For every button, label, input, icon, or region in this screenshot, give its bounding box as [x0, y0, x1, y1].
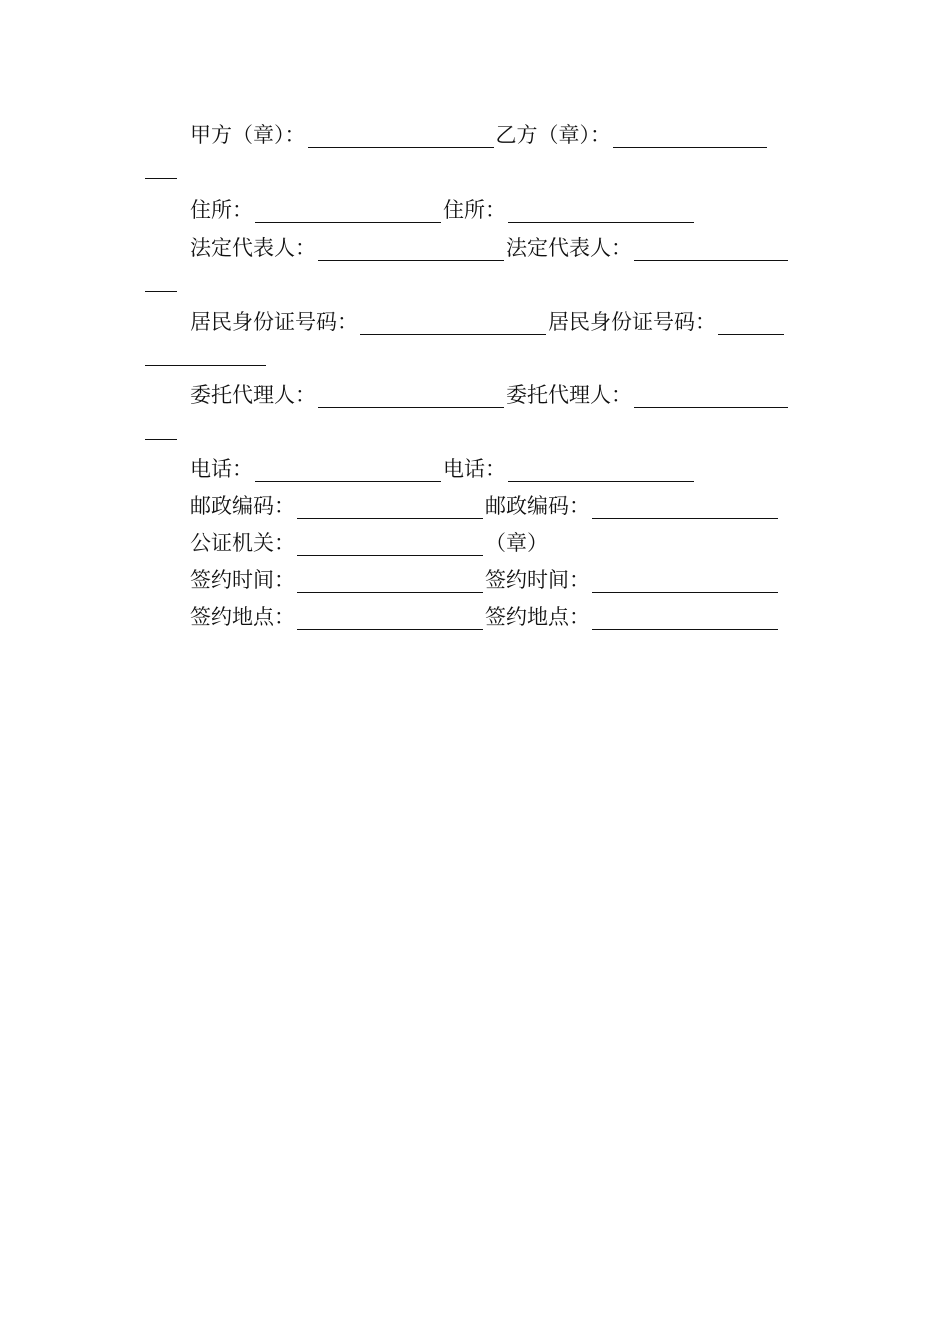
party-b-address-label: 住所： — [443, 198, 506, 222]
signature-row-agent — [190, 378, 790, 408]
party-b-phone-blank[interactable] — [508, 459, 694, 482]
party-b-legal-representative-label: 法定代表人： — [506, 236, 632, 260]
party-a-signing-place-blank[interactable] — [297, 607, 483, 630]
signature-row-phone — [190, 452, 696, 482]
party-b-id-number-blank-continuation[interactable] — [145, 364, 266, 366]
party-a-postal-code-label: 邮政编码： — [190, 494, 295, 518]
party-b-signing-place-blank[interactable] — [592, 607, 778, 630]
party-a-signing-time-label: 签约时间： — [190, 568, 295, 592]
party-b-agent-blank[interactable] — [634, 385, 788, 408]
notary-seal-label: （章） — [485, 531, 548, 555]
signature-row-id-number — [190, 305, 786, 335]
party-a-id-number-label: 居民身份证号码： — [190, 310, 358, 334]
signature-row-address — [190, 193, 696, 223]
notary-office-label: 公证机关： — [190, 531, 295, 555]
signature-row-signing-time — [190, 563, 780, 593]
signature-row-signing-place — [190, 600, 780, 630]
party-b-signing-time-label: 签约时间： — [485, 568, 590, 592]
party-b-id-number-label: 居民身份证号码： — [548, 310, 716, 334]
party-a-seal-blank[interactable] — [308, 125, 494, 148]
signature-row-postal-code — [190, 489, 780, 519]
party-b-seal-blank-continuation[interactable] — [145, 177, 177, 179]
notary-office-blank[interactable] — [297, 533, 483, 556]
party-a-agent-blank[interactable] — [318, 385, 504, 408]
party-b-seal-blank[interactable] — [613, 125, 767, 148]
party-a-postal-code-blank[interactable] — [297, 496, 483, 519]
signature-row-legal-representative — [190, 231, 790, 261]
party-a-phone-blank[interactable] — [255, 459, 441, 482]
party-a-address-label: 住所： — [190, 198, 253, 222]
party-a-signing-place-label: 签约地点： — [190, 605, 295, 629]
party-a-signing-time-blank[interactable] — [297, 570, 483, 593]
party-b-id-number-blank[interactable] — [718, 312, 784, 335]
party-a-phone-label: 电话： — [190, 457, 253, 481]
party-a-agent-label: 委托代理人： — [190, 383, 316, 407]
party-b-legal-representative-blank[interactable] — [634, 238, 788, 261]
party-a-legal-representative-blank[interactable] — [318, 238, 504, 261]
party-a-legal-representative-label: 法定代表人： — [190, 236, 316, 260]
party-b-postal-code-label: 邮政编码： — [485, 494, 590, 518]
party-b-signing-place-label: 签约地点： — [485, 605, 590, 629]
party-a-id-number-blank[interactable] — [360, 312, 546, 335]
party-b-signing-time-blank[interactable] — [592, 570, 778, 593]
party-b-address-blank[interactable] — [508, 200, 694, 223]
party-b-postal-code-blank[interactable] — [592, 496, 778, 519]
party-b-phone-label: 电话： — [443, 457, 506, 481]
signature-row-party-a-b — [190, 118, 769, 148]
party-a-address-blank[interactable] — [255, 200, 441, 223]
signature-row-notary — [190, 526, 548, 556]
party-b-seal-label: 乙方（章）： — [495, 123, 611, 147]
party-b-agent-label: 委托代理人： — [506, 383, 632, 407]
party-a-seal-label: 甲方（章）： — [190, 123, 306, 147]
party-b-agent-blank-continuation[interactable] — [145, 438, 177, 440]
party-b-legal-representative-blank-continuation[interactable] — [145, 290, 177, 292]
